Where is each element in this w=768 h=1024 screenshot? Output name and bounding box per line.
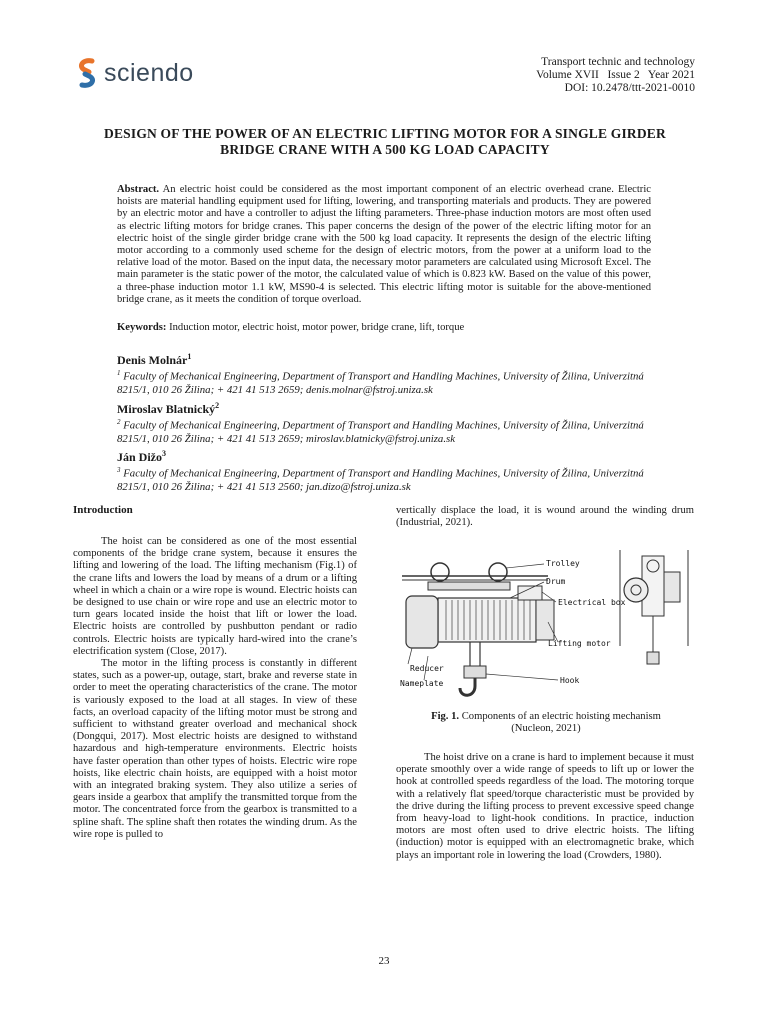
abstract-label: Abstract.: [117, 184, 160, 195]
figure-caption: [398, 711, 694, 735]
paragraph: The motor in the lifting process is constantly in different states, such as a power-up, outage, start, brake and reverse state in order to meet the operating characteristics of the crane. The motor is variously exposed to the load at all stages. In view of these facts, an overload capacity of the lifting motor must be strong and sufficient to withstand greater overload and mechanical shock (Dongqui, 2017). Most electric hoists are designed to withstand hazardous and high-temperature environments. Electric hoists have faster operation than other types of hoists. Electric wire rope hoists, like electric chain hoists, are equipped with a hoist motor with an integrated braking system. They also utilize a series of gears inside a gearbox that amplify the transmitted torque from the motor. The concentrated force from the gearbox is transmitted to a spline shaft. The spline shaft then rotates the winding drum. As the wire rope is pulled to: [73, 658, 357, 840]
abstract-text: An electric hoist could be considered as the most important component of an electric overhead crane. Electric hoists are material handling equipment used for lifting, lowering, and transporting materials and products. They are powered by an electric motor and have a controller to adjust the lifting parameters. Three-phase induction motors are most often used as electric lifting motors for bridge cranes. This paper concerns the design of the power of the electric lifting motor for an electric hoist of the single girder bridge crane with the 500 kg load capacity. It represents the design of the electric lifting motor according to a commonly used scheme for the design of electric motors, from the power at a uniform load to the relative load of the motor. Based on the input data, the necessary motor parameters are calculated using Microsoft Excel. The main parameter is the static power of the motor, the calculated value of which is 0.823 kW. Based on the value of this power, a three-phase induction motor 1.1 kW, MS90-4 is selected. This electric lifting motor is suitable for the above-mentioned bridge crane, as it meets the condition of torque overload.: [117, 184, 651, 305]
hoist-figure: [398, 546, 694, 704]
figure-label-trolley: Trolley: [546, 559, 580, 568]
body-right-column-top: [396, 505, 694, 529]
figure-label-reducer: Reducer: [410, 664, 444, 673]
keywords-text: Induction motor, electric hoist, motor power, bridge crane, lift, torque: [169, 322, 465, 333]
page-number: 23: [378, 955, 390, 967]
body-left-column: [73, 503, 357, 841]
paragraph: vertically displace the load, it is wound around the winding drum (Industrial, 2021).: [396, 505, 694, 529]
figure-label-nameplate: Nameplate: [400, 679, 444, 688]
figure-label-lifting-motor: Lifting motor: [548, 639, 611, 648]
author-affiliation: $^3$ Faculty of Mechanical Engineering, Department of Transport and Handling Machines, University of Žilina, Univerzitná 8215/1, 010 26 Žilina; + 421 41 513 2560; jan.dizo@fstroj.uniza.sk: [117, 466, 644, 494]
paragraph: The hoist drive on a crane is hard to implement because it must operate smoothly over a wide range of speeds to lift up or lower the hook at controlled speeds regardless of the load. The motoring torque with a relatively flat speed/torque characteristic must be provided by the drive during the lifting process to prevent excessive speed change from heavy-load to light-hook conditions. In practice, induction motors are most often used to drive electric hoists. The lifting (induction) motor is equipped with an electromagnetic brake, which plays an important role in lowering the load (Crowders, 1980).: [396, 752, 694, 861]
figure-caption-source: (Nucleon, 2021): [511, 723, 581, 735]
logo-text: sciendo: [104, 58, 194, 87]
author-affiliation: $^2$ Faculty of Mechanical Engineering, Department of Transport and Handling Machines, University of Žilina, Univerzitná 8215/1, 010 26 Žilina; + 421 41 513 2659; miroslav.blatnicky@fstroj.uniza.sk: [117, 417, 644, 445]
keywords-label: Keywords:: [117, 322, 167, 333]
author-affiliation: $^1$ Faculty of Mechanical Engineering, Department of Transport and Handling Machines, University of Žilina, Univerzitná 8215/1, 010 26 Žilina; + 421 41 513 2659; denis.molnar@fstroj.uniza.sk: [117, 369, 644, 397]
figure-caption-label: Fig. 1.: [431, 711, 460, 722]
figure-label-hook: Hook: [560, 676, 580, 685]
abstract: [117, 184, 651, 306]
keywords: [117, 322, 651, 334]
publisher-logo: [76, 58, 194, 88]
paper-title: DESIGN OF THE POWER OF AN ELECTRIC LIFTING MOTOR FOR A SINGLE GIRDER BRIDGE CRANE WITH A 500 KG LOAD CAPACITY: [104, 126, 666, 157]
figure-label-electrical-box: Electrical box: [558, 598, 626, 607]
author-name: Denis Molnár$^1$: [117, 352, 192, 367]
journal-name: Transport technic and technology: [541, 56, 695, 68]
section-heading-introduction: Introduction: [73, 504, 133, 516]
figure-caption-text: Components of an electric hoisting mechanism: [461, 711, 661, 722]
paragraph: The hoist can be considered as one of the most essential components of the bridge crane system, because it ensures the lifting and lowering of the load. The lifting mechanism (Fig.1) of the crane lifts and lowers the load by means of a drum or a lifting wheel in which a chain or a wire rope is wound. Electric hoists can be designed to use chain or wire rope and use an electric motor to turn gears located inside the hoist that lift or lower the load. Electric hoists are controlled by pushbutton pendant or radio controls. Electric hoists are typically hard-wired into the crane’s electrification system (Close, 2017).: [73, 536, 357, 657]
journal-issue: Volume XVII Issue 2 Year 2021: [536, 69, 695, 81]
figure-label-drum: Drum: [546, 577, 566, 586]
author-name: Miroslav Blatnický$^2$: [117, 400, 220, 416]
author-list: [117, 350, 657, 496]
author-name: Ján Dižo$^3$: [117, 449, 166, 465]
body-right-column-bottom: [396, 752, 694, 862]
sciendo-logo-icon: [76, 58, 98, 88]
journal-doi: DOI: 10.2478/ttt-2021-0010: [564, 82, 695, 94]
journal-header: [536, 56, 695, 95]
